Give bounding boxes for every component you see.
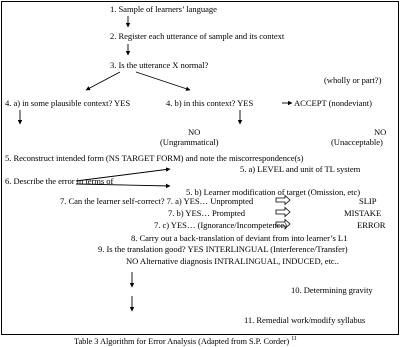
step-11-remedial: 11. Remedial work/modify syllabus — [244, 315, 366, 325]
accept-nondeviant: ACCEPT (nondeviant) — [294, 98, 372, 108]
arrow-3-4b — [136, 72, 190, 90]
step-6-describe: 6. Describe the error in terms of — [5, 176, 114, 186]
step-8-back-translation: 8. Carry out a back-translation of deviant from into learner’s L1 — [131, 233, 348, 243]
error-label: ERROR — [357, 220, 386, 230]
unacceptable-label: (Unacceptable) — [331, 137, 383, 147]
step-4a-plausible-context: 4. a) in some plausible context? YES — [5, 98, 131, 108]
step-5b-learner-modification: 5. b) Learner modification of target (Omission, etc) — [186, 187, 361, 197]
no-right: NO — [374, 127, 387, 137]
step-4b-this-context: 4. b) in this context? YES — [166, 98, 254, 108]
step-1-sample: 1. Sample of learners’ language — [110, 4, 217, 14]
step-10-gravity: 10. Determining gravity — [291, 285, 373, 295]
step-2-register: 2. Register each utterance of sample and its context — [110, 31, 285, 41]
slip-label: SLIP — [359, 196, 377, 206]
caption-footnote: 11 — [291, 336, 297, 342]
step-3-normal-question: 3. Is the utterance X normal? — [110, 60, 209, 70]
step-7-self-correct: 7. Can the learner self-correct? 7. a) YES… Unprompted — [60, 196, 254, 206]
step-7b-prompted: 7. b) YES… Prompted — [168, 208, 246, 218]
step-5-reconstruct: 5. Reconstruct intended form (NS TARGET FORM) and note the miscorrespondence(s) — [5, 153, 304, 163]
step-5a-level: 5. a) LEVEL and unit of TL system — [240, 164, 361, 174]
ungrammatical-label: (Ungrammatical) — [160, 137, 219, 147]
step-3-note: (wholly or part?) — [324, 75, 382, 85]
no-left: NO — [188, 127, 201, 137]
arrow-3-4a — [86, 72, 120, 90]
caption-text: Table 3 Algorithm for Error Analysis (Adapted from S.P. Corder) — [74, 336, 292, 346]
figure-caption — [74, 334, 297, 347]
step-9-translation-good: 9. Is the translation good? YES INTERLINGUAL (Interference/Transfer) — [98, 244, 348, 254]
double-arrow-mistake — [276, 208, 290, 217]
step-7c-ignorance: 7. c) YES… (Ignorance/Incompetence) — [154, 220, 287, 230]
step-9-no-alternative: NO Alternative diagnosis INTRALINGUAL, INDUCED, etc.. — [126, 256, 339, 266]
mistake-label: MISTAKE — [344, 208, 382, 218]
